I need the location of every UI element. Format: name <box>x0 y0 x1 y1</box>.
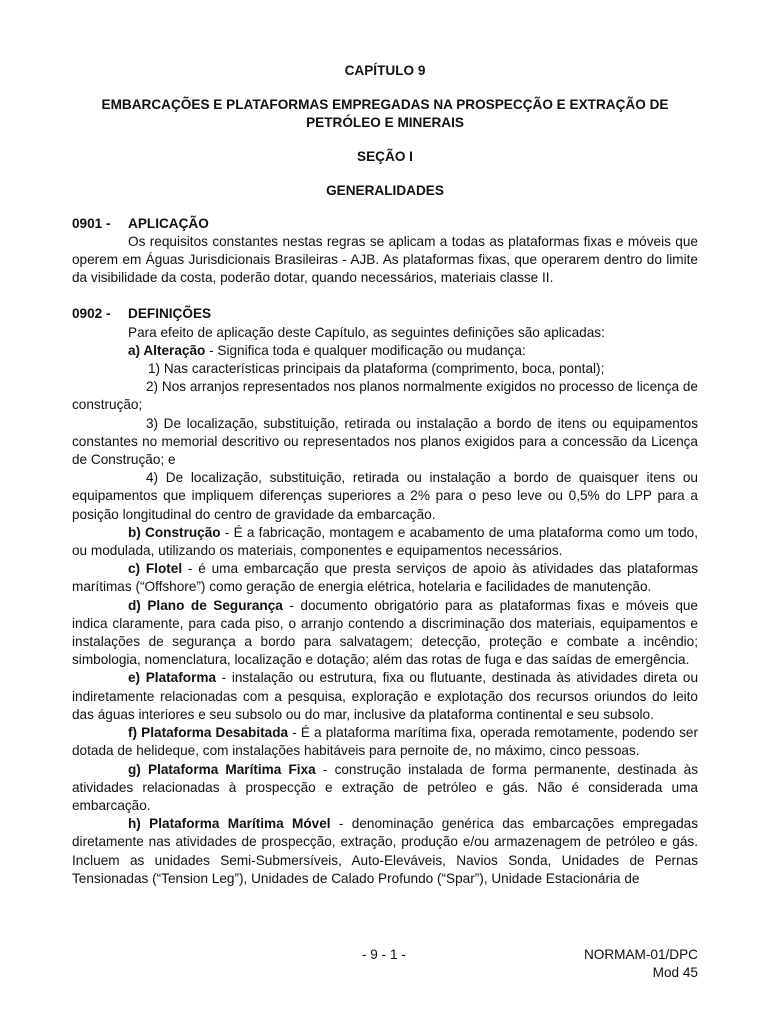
definition-term: c) Flotel <box>128 561 183 577</box>
definition-term: a) Alteração <box>128 342 206 358</box>
paragraph-aplicacao: Os requisitos constantes nestas regras se aplicam a todas as plataformas fixas e móveis que operem em Águas Jurisdicionais Brasileiras - AJB. As plataformas fixas, que operarem dentro do limite da visibilidade da costa, poderão dotar, quando necessários, materiais classe II. <box>72 233 698 286</box>
definition-c <box>72 560 698 596</box>
chapter-heading: CAPÍTULO 9 <box>344 63 426 78</box>
definition-text: - É a plataforma marítima fixa, operada remotamente, podendo ser dotada de helideque, com instalações habitáveis para pernoite de, no máximo, cinco pessoas. <box>72 725 698 759</box>
definition-text: - é uma embarcação que presta serviços de apoio às atividades das plataformas marítimas (“Offshore”) como geração de energia elétrica, hotelaria e facilidades de manutenção. <box>72 561 698 595</box>
definition-term: g) Plataforma Marítima Fixa <box>128 761 316 777</box>
definition-a-item-3: 3) De localização, substituição, retirada ou instalação a bordo de itens ou equipamentos constantes no memorial descritivo ou representados nos planos exigidos para a concessão da Licença de Construção; e <box>72 415 698 468</box>
article-number: 0902 - <box>72 306 111 322</box>
definition-term: e) Plataforma <box>128 670 217 686</box>
definition-text: - Significa toda e qualquer modificação ou mudança: <box>205 342 526 358</box>
document-code: NORMAM-01/DPC <box>583 947 698 962</box>
page-number: - 9 - 1 - <box>362 947 406 962</box>
definition-term: d) Plano de Segurança <box>128 597 283 613</box>
definition-text: - É a fabricação, montagem e acabamento de uma plataforma como um todo, ou modulada, utilizando os materiais, componentes e equipamentos necessários. <box>72 524 698 559</box>
chapter-title: EMBARCAÇÕES E PLATAFORMAS EMPREGADAS NA PROSPECÇÃO E EXTRAÇÃO DE PETRÓLEO E MINERAIS <box>101 97 669 131</box>
definition-a-item-1: 1) Nas características principais da plataforma (comprimento, boca, pontal); <box>148 361 605 377</box>
definition-term: f) Plataforma Desabitada <box>128 725 289 741</box>
definition-a-item-2: 2) Nos arranjos representados nos planos normalmente exigidos no processo de licença de construção; <box>72 379 698 413</box>
definition-text: - documento obrigatório para as plataformas fixas e móveis que indica claramente, para cada piso, o arranjo contendo a discriminação dos materiais, equipamentos e instalações de segurança a bordo para salvatagem; detecção, proteção e combate a incêndio; simbologia, nomenclatura, localização e dotação; além das rotas de fuga e das saídas de emergência. <box>72 597 698 668</box>
definition-a-item-4: 4) De localização, substituição, retirada ou instalação a bordo de quaisquer itens ou equipamentos que impliquem diferenças superiores a 2% para o peso leve ou 0,5% do LPP para a posição longitudinal do centro de gravidade da embarcação. <box>72 470 698 522</box>
document-modification: Mod 45 <box>652 965 698 980</box>
section-heading: SEÇÃO I <box>357 149 413 165</box>
definition-text: - instalação ou estrutura, fixa ou flutuante, destinada às atividades direta ou indiretamente relacionadas com a pesquisa, exploração e explotação dos recursos oriundos do leito das águas interiores e seu subsolo ou do mar, inclusive da plataforma continental e seu subsolo. <box>72 670 699 722</box>
definition-g <box>72 761 698 816</box>
definition-a <box>72 342 698 360</box>
article-title: DEFINIÇÕES <box>128 306 212 322</box>
definition-h <box>72 815 698 888</box>
definition-text: - construção instalada de forma permanente, destinada às atividades relacionadas à prospecção e extração de petróleo e gás. Não é considerada uma embarcação. <box>72 761 698 813</box>
article-number: 0901 - <box>72 215 111 231</box>
definition-term: h) Plataforma Marítima Móvel <box>128 816 331 832</box>
subsection-heading: GENERALIDADES <box>326 183 444 199</box>
document-reference <box>584 946 698 982</box>
definition-f <box>72 724 698 760</box>
definition-e <box>72 669 698 724</box>
paragraph-intro: Para efeito de aplicação deste Capítulo, as seguintes definições são aplicadas: <box>128 324 605 340</box>
definition-d <box>72 597 698 670</box>
document-page <box>72 62 698 888</box>
definition-text: - denominação genérica das embarcações empregadas diretamente nas atividades de prospecção, extração, produção e/ou armazenagem de petróleo e gás. Incluem as unidades Semi-Submersíveis, Auto-Eleváveis, Navios Sonda, Unidades de Pernas Tensionadas (“Tension Leg”), Unidades de Calado Profundo (“Spar”), Unidade Estacionária de <box>72 816 698 886</box>
article-0901-heading <box>72 215 698 233</box>
definition-b <box>72 524 698 560</box>
article-0902-heading <box>72 305 698 323</box>
article-title: APLICAÇÃO <box>128 215 209 231</box>
definition-term: b) Construção <box>128 524 221 540</box>
